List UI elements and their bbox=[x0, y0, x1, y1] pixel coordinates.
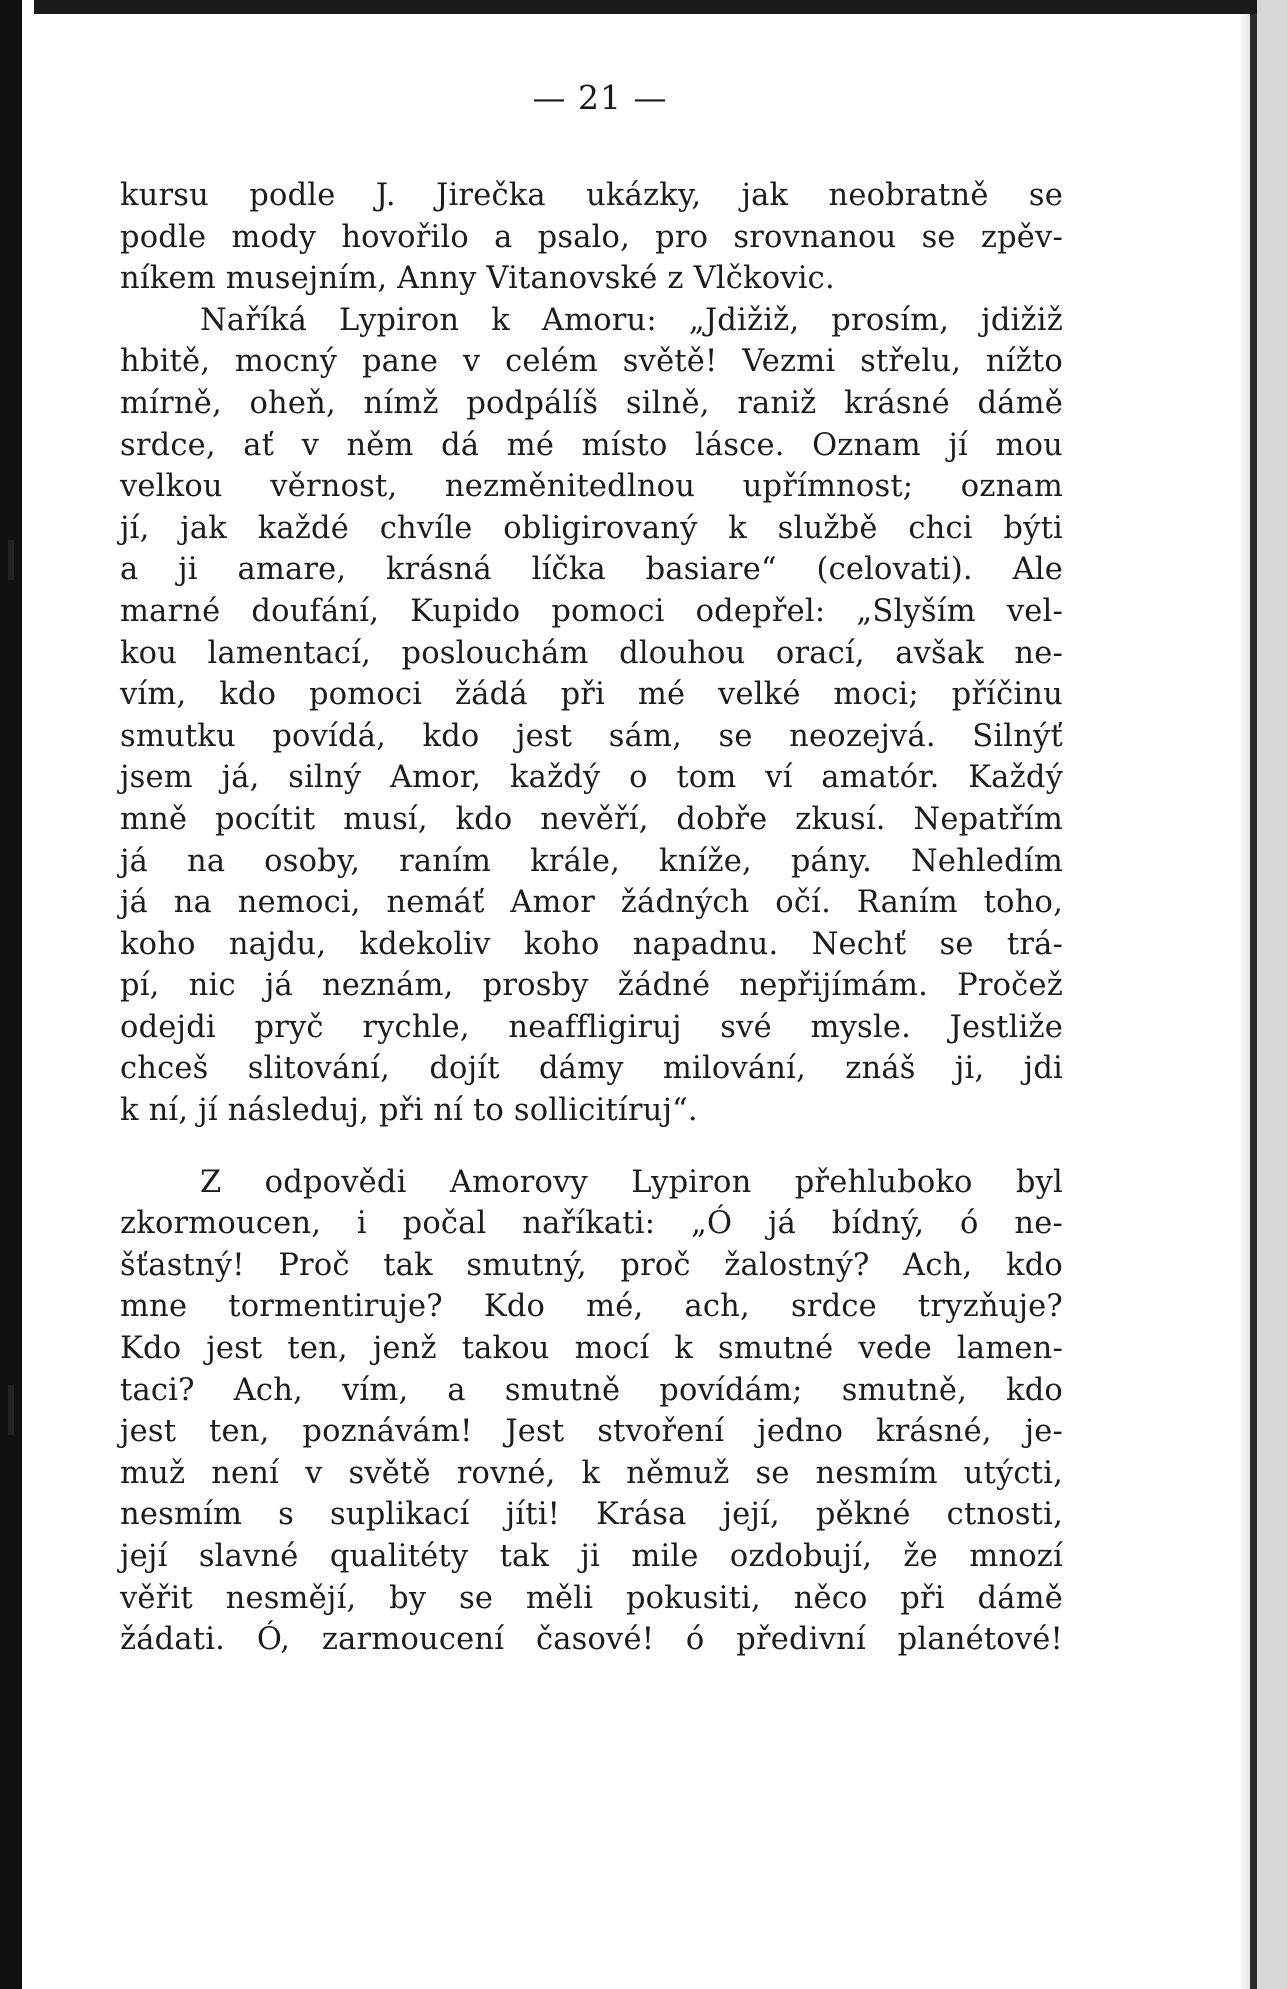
text-line: věřit nesmějí, by se měli pokusiti, něco při dámě bbox=[120, 1580, 1063, 1616]
text-line: pí, nic já neznám, prosby žádné nepřijímám. Pročež bbox=[120, 968, 1063, 1004]
text-line: odejdi pryč rychle, neaffligiruj své mysle. Jestliže bbox=[120, 1009, 1063, 1045]
text-line: zkormoucen, i počal naříkati: „Ó já bídný, ó ne- bbox=[120, 1206, 1063, 1242]
text-line: já na nemoci, nemáť Amor žádných očí. Raním toho, bbox=[120, 885, 1063, 921]
text-line: mírně, oheň, nímž podpálíš silně, raniž krásné dámě bbox=[120, 385, 1063, 421]
text-line: Z odpovědi Amorovy Lypiron přehluboko byl bbox=[200, 1164, 1063, 1200]
text-line: já na osoby, raním krále, kníže, pány. Nehledím bbox=[120, 843, 1063, 879]
text-line: k ní, jí následuj, při ní to sollicitíruj“. bbox=[120, 1093, 698, 1129]
text-line: taci? Ach, vím, a smutně povídám; smutně, kdo bbox=[120, 1372, 1063, 1408]
gutter-mark bbox=[8, 540, 14, 580]
text-line: její slavné qualitéty tak ji mile ozdobují, že mnozí bbox=[120, 1539, 1063, 1574]
scan-edge-top bbox=[0, 0, 1287, 14]
text-line: jí, jak každé chvíle obligirovaný k službě chci býti bbox=[120, 510, 1063, 546]
scan-edge-right bbox=[1257, 0, 1287, 1989]
paragraph-2 bbox=[120, 300, 1063, 1132]
paragraph-3 bbox=[120, 1162, 1063, 1661]
text-line: Naříká Lypiron k Amoru: „Jdižiž, prosím, jdižiž bbox=[200, 302, 1063, 338]
text-line: velkou věrnost, nezměnitedlnou upřímnost; oznam bbox=[120, 469, 1063, 505]
page-margin-left bbox=[22, 0, 34, 1989]
text-line: žádati. Ó, zarmoucení časové! ó předivní planétové! bbox=[120, 1622, 1063, 1658]
text-line: smutku povídá, kdo jest sám, se neozejvá. Silnýť bbox=[120, 718, 1063, 754]
text-line: nesmím s suplikací jíti! Krása její, pěkné ctnosti, bbox=[120, 1497, 1063, 1533]
text-line: a ji amare, krásná líčka basiare“ (celovati). Ale bbox=[120, 552, 1063, 588]
text-line: hbitě, mocný pane v celém světě! Vezmi střelu, nížto bbox=[120, 344, 1063, 380]
text-line: vím, kdo pomoci žádá při mé velké moci; příčinu bbox=[120, 677, 1063, 713]
text-line: šťastný! Proč tak smutný, proč žalostný? Ach, kdo bbox=[120, 1247, 1063, 1283]
text-line: mne tormentiruje? Kdo mé, ach, srdce tryzňuje? bbox=[120, 1289, 1063, 1325]
page-number: — 21 — bbox=[532, 78, 668, 117]
text-line: chceš slitování, dojít dámy milování, znáš ji, jdi bbox=[120, 1051, 1063, 1087]
text-line: srdce, ať v něm dá mé místo lásce. Oznam jí mou bbox=[120, 427, 1063, 463]
text-line: podle mody hovořilo a psalo, pro srovnanou se zpěv- bbox=[120, 219, 1063, 255]
page-binding-shadow bbox=[1250, 14, 1257, 1989]
text-line: jsem já, silný Amor, každý o tom ví amatór. Každý bbox=[120, 760, 1063, 796]
page-curl-shade bbox=[1238, 14, 1250, 1989]
text-line: níkem musejním, Anny Vitanovské z Vlčkovic. bbox=[120, 261, 835, 297]
text-line: muž není v světě rovné, k němuž se nesmím utýcti, bbox=[120, 1455, 1063, 1491]
text-line: marné doufání, Kupido pomoci odepřel: „Slyším vel- bbox=[120, 593, 1063, 629]
text-line: Kdo jest ten, jenž takou mocí k smutné vede lamen- bbox=[120, 1331, 1063, 1367]
text-line: jest ten, poznávám! Jest stvoření jedno krásné, je- bbox=[120, 1414, 1063, 1450]
gutter-mark bbox=[8, 1385, 14, 1435]
body-text bbox=[120, 175, 1063, 1661]
paragraph-1 bbox=[120, 175, 1063, 300]
text-line: koho najdu, kdekoliv koho napadnu. Nechť se trá- bbox=[120, 926, 1063, 962]
text-line: mně pocítit musí, kdo nevěří, dobře zkusí. Nepatřím bbox=[120, 801, 1063, 837]
text-line: kursu podle J. Jirečka ukázky, jak neobratně se bbox=[120, 178, 1063, 213]
text-line: kou lamentací, poslouchám dlouhou orací, avšak ne- bbox=[120, 635, 1063, 671]
